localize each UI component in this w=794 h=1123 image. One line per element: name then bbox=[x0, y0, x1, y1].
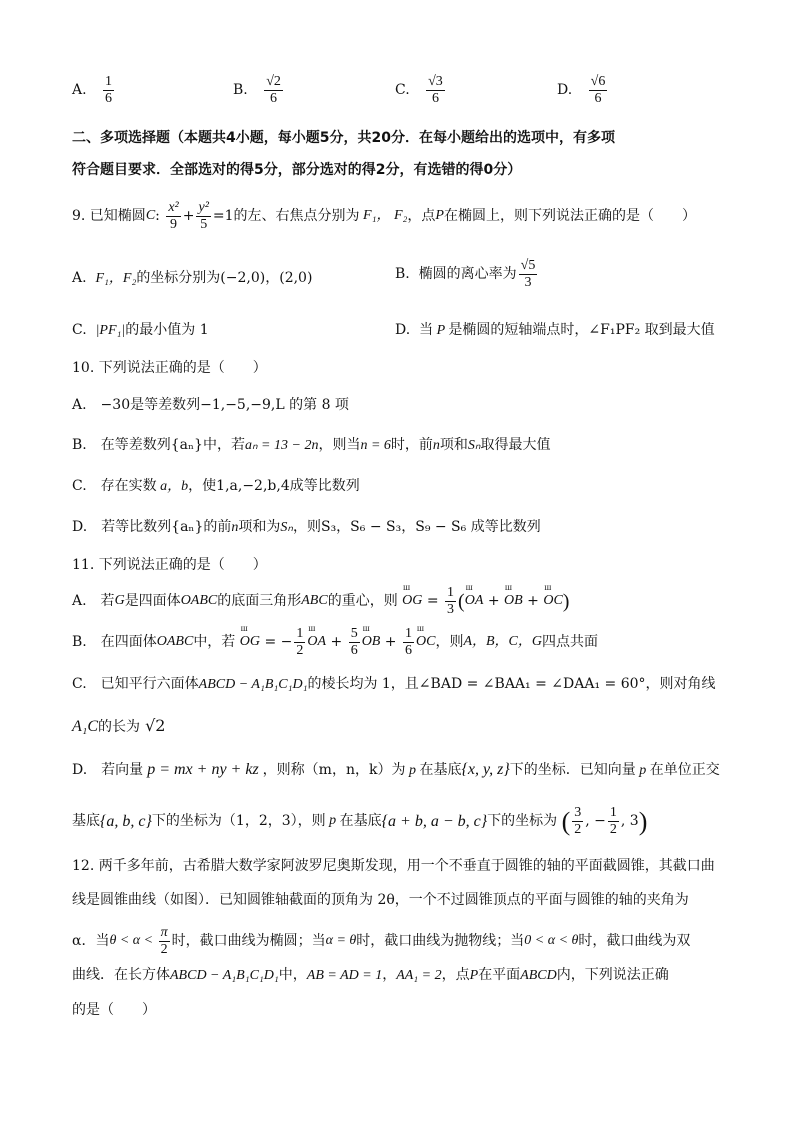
question-10-stem: 10. 下列说法正确的是（ ） bbox=[72, 360, 267, 376]
q11-option-c-line1: C. 已知平行六面体ABCD − A₁B₁C₁D₁的棱长均为 1，且∠BAD = ∠BAA₁ = ∠DAA₁ = 60°，则对角线 bbox=[72, 676, 716, 692]
question-12-line2: 线是圆锥曲线（如图）．已知圆锥轴截面的顶角为 2θ，一个不过圆锥顶点的平面与圆锥的轴的夹角为 bbox=[72, 892, 689, 908]
q10-option-c: C. 存在实数 a，b，使1,a,−2,b,4成等比数列 bbox=[72, 478, 360, 494]
prev-option-b: B. $\frac{√2}{6}$ bbox=[233, 74, 281, 107]
question-12-line1: 12. 两千多年前，古希腊大数学家阿波罗尼奥斯发现，用一个不垂直于圆锥的轴的平面截圆锥，其截口曲 bbox=[72, 858, 715, 874]
question-12-line5: 的是（ ） bbox=[72, 1002, 156, 1018]
fraction-pi-2: $\frac{\pi}{2}$ bbox=[160, 925, 168, 958]
question-12-line4: 曲线．在长方体ABCD − A₁B₁C₁D₁中，AB = AD = 1，AA₁ = 2，点P在平面ABCD内，下列说法正确 bbox=[72, 967, 669, 983]
fraction: $\frac{√6}{6}$ bbox=[590, 74, 606, 107]
prev-option-a: A. $\frac{1}{6}$ bbox=[72, 74, 113, 107]
q10-option-d: D. 若等比数列{aₙ}的前n项和为Sₙ，则S₃，S₆ − S₃，S₉ − S₆ 成等比数列 bbox=[72, 519, 541, 535]
question-11-stem: 11. 下列说法正确的是（ ） bbox=[72, 557, 267, 573]
fraction: $\frac{√2}{6}$ bbox=[266, 74, 281, 107]
q9-option-b: B. 椭圆的离心率为 $\frac{√5}{3}$ bbox=[395, 258, 536, 291]
prev-option-c: C. $\frac{√3}{6}$ bbox=[395, 74, 443, 107]
q11-option-a: A. 若G是四面体OABC的底面三角形ABC的重心，则 ш OG = $\frac{1}{3}$ (ш OA + ш OB + ш OC) bbox=[72, 585, 569, 618]
fraction: $\frac{1}{3}$ bbox=[447, 585, 455, 618]
fraction: $\frac{1}{2}$ bbox=[296, 626, 304, 659]
question-9-stem: 9. 已知椭圆C: $\frac{\text{x²}}{9}$ + $\frac{\text{y²}}{5}$ =1的左、右焦点分别为 F₁， F₂，点P在椭圆上，则下列说法正确的是（ ） bbox=[72, 200, 696, 233]
q11-option-d-line2: 基底{a, b, c}下的坐标为（1，2，3），则 p 在基底{a + b, a − b, c}下的坐标为 ( $\frac{3}{2}$ , − $\frac{1}{2}$ , 3) bbox=[72, 805, 648, 838]
fraction-y2-5: $\frac{\text{y²}}{5}$ bbox=[198, 200, 209, 233]
section-heading-line2: 符合题目要求．全部选对的得5分，部分选对的得2分，有选错的得0分） bbox=[72, 162, 522, 178]
fraction: $\frac{1}{2}$ bbox=[609, 805, 617, 838]
section-heading-line1: 二、多项选择题（本题共4小题，每小题5分，共20分．在每小题给出的选项中，有多项 bbox=[72, 130, 615, 146]
fraction: $\frac{5}{6}$ bbox=[350, 626, 358, 659]
fraction: $\frac{3}{2}$ bbox=[574, 805, 582, 838]
q9-option-c: C. |PF₁|的最小值为 1 bbox=[72, 322, 209, 338]
prev-option-d: D. $\frac{√6}{6}$ bbox=[557, 74, 606, 107]
q11-option-b: B. 在四面体OABC中，若 ш OG = − $\frac{1}{2}$ ш OA + $\frac{5}{6}$ ш OB + $\frac{1}{6}$ ш OC，则A，B，C，G四点共面 bbox=[72, 626, 598, 659]
fraction: $\frac{1}{6}$ bbox=[105, 74, 113, 107]
question-12-line3: α．当θ < α < $\frac{\pi}{2}$ 时，截口曲线为椭圆；当α = θ时，截口曲线为抛物线；当0 < α < θ时，截口曲线为双 bbox=[72, 925, 691, 958]
fraction: $\frac{√5}{3}$ bbox=[520, 258, 536, 291]
q11-option-d-line1: D. 若向量 p = mx + ny + kz ，则称（m，n，k）为 p 在基底{x, y, z}下的坐标．已知向量 p 在单位正交 bbox=[72, 761, 720, 778]
q9-option-d: D. 当 P 是椭圆的短轴端点时，∠F₁PF₂ 取到最大值 bbox=[395, 322, 715, 338]
q10-option-b: B. 在等差数列{aₙ}中，若aₙ = 13 − 2n，则当n = 6时，前n项和Sₙ取得最大值 bbox=[72, 437, 551, 453]
fraction: $\frac{1}{6}$ bbox=[405, 626, 412, 659]
q10-option-a: A. −30是等差数列−1,−5,−9,L 的第 8 项 bbox=[72, 397, 349, 413]
q9-option-a: A. F₁，F₂的坐标分别为(−2,0)，(2,0) bbox=[72, 270, 313, 286]
q11-option-c-line2: A₁C的长为 √2 bbox=[72, 716, 166, 735]
fraction-x2-9: $\frac{\text{x²}}{9}$ bbox=[168, 200, 179, 233]
fraction: $\frac{√3}{6}$ bbox=[428, 74, 443, 107]
